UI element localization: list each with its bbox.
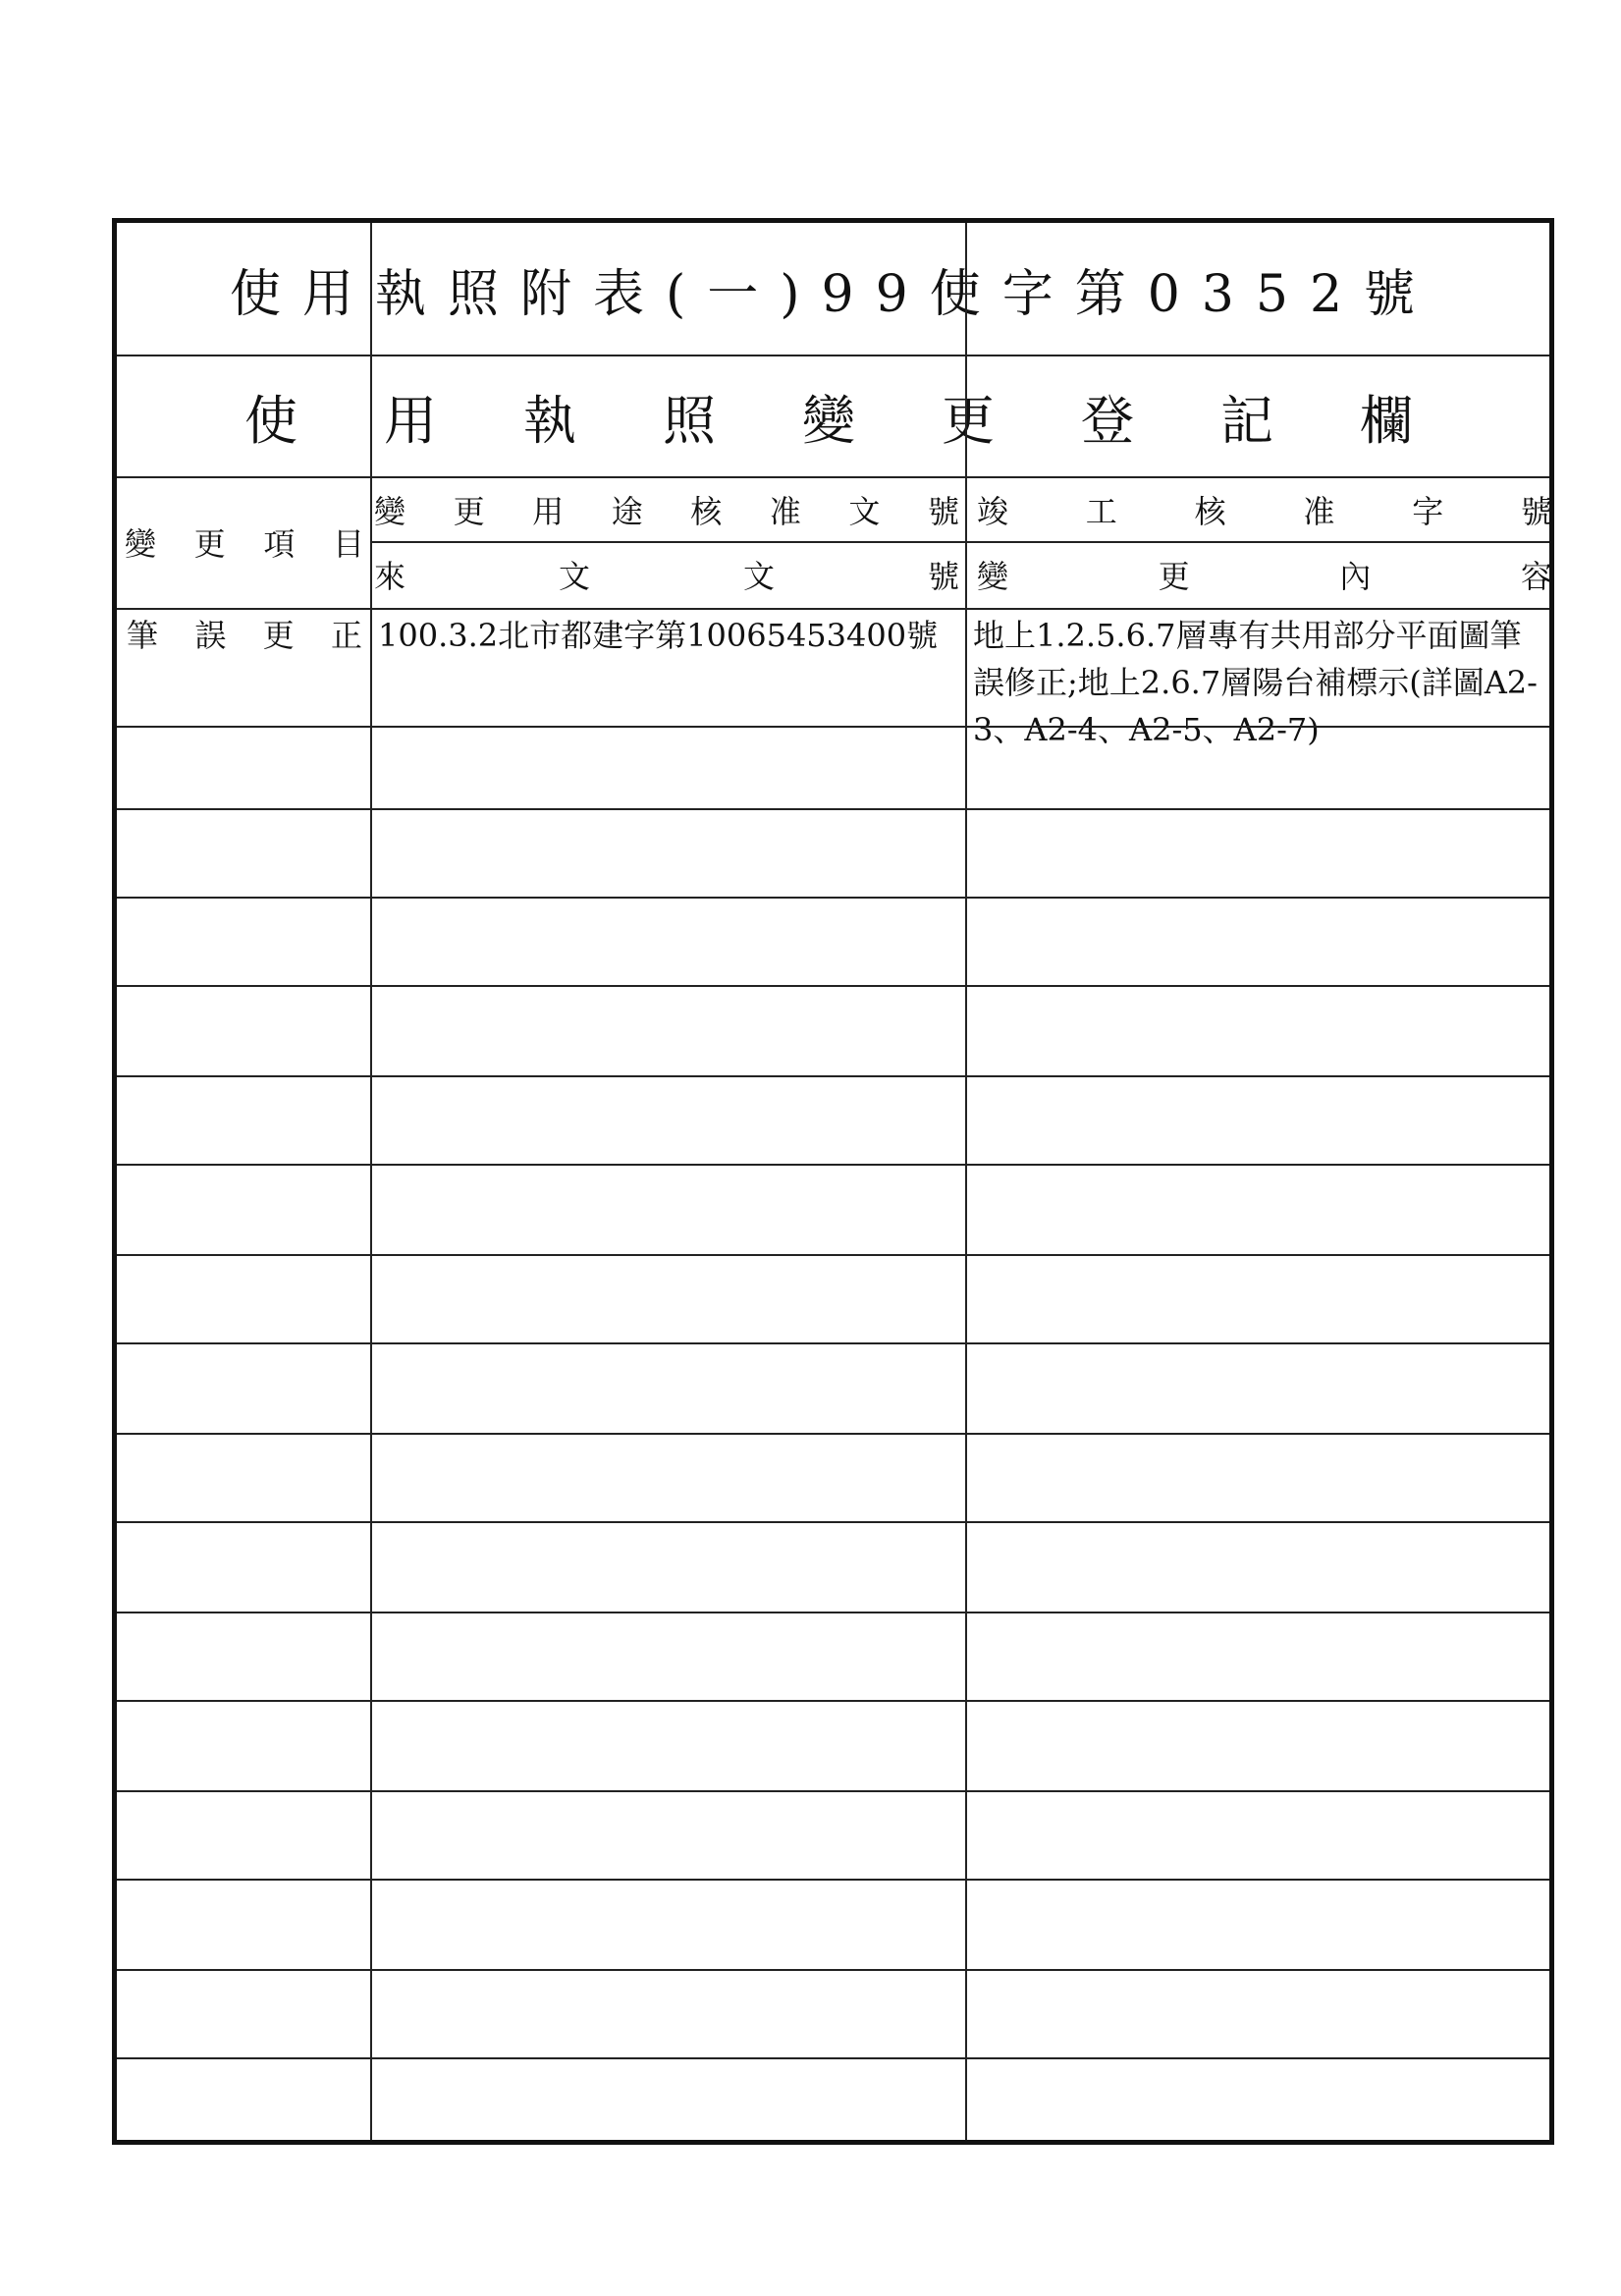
header-approval-char-0: 變 — [374, 493, 406, 530]
form-title — [117, 223, 1549, 355]
row-divider — [117, 726, 1549, 728]
subtitle-char-3: 照 — [663, 389, 716, 452]
row-item-char-3: 正 — [330, 617, 362, 654]
header-item-char-1: 更 — [193, 525, 226, 563]
header-approval-no — [374, 480, 959, 539]
row-item-char-0: 筆 — [127, 617, 159, 654]
subtitle-char-0: 使 — [244, 389, 297, 452]
subtitle-char-1: 用 — [384, 389, 437, 452]
header-approval-char-3: 途 — [611, 493, 643, 530]
header-approval-char-6: 文 — [848, 493, 881, 530]
subtitle-char-2: 執 — [523, 389, 576, 452]
form-title-number: 99使字第0352號 — [821, 264, 1437, 324]
header-content-char-0: 變 — [977, 558, 1009, 595]
header-change-item — [125, 476, 364, 608]
header-completion-char-5: 號 — [1520, 493, 1552, 530]
header-incoming-char-2: 文 — [742, 558, 775, 595]
header-approval-char-2: 用 — [532, 493, 565, 530]
header-approval-char-5: 准 — [769, 493, 801, 530]
header-completion-char-2: 核 — [1194, 493, 1226, 530]
header-content-char-2: 內 — [1339, 558, 1372, 595]
row-item-char-1: 誤 — [194, 617, 227, 654]
header-content-char-3: 容 — [1520, 558, 1552, 595]
header-content-char-1: 更 — [1158, 558, 1190, 595]
header-incoming-char-1: 文 — [558, 558, 590, 595]
subtitle-char-4: 變 — [802, 389, 855, 452]
header-completion-no — [977, 480, 1552, 539]
header-incoming-char-0: 來 — [374, 558, 406, 595]
header-item-char-0: 變 — [125, 525, 157, 563]
subtitle-char-5: 更 — [942, 389, 995, 452]
header-approval-char-4: 核 — [690, 493, 723, 530]
header-completion-char-3: 准 — [1303, 493, 1335, 530]
header-approval-char-1: 更 — [453, 493, 485, 530]
row-change-item — [127, 612, 362, 659]
header-completion-char-1: 工 — [1085, 493, 1117, 530]
row-doc-no: 100.3.2北市都建字第10065453400號 — [378, 617, 939, 654]
header-incoming-char-3: 號 — [927, 558, 959, 595]
divider — [117, 608, 1549, 610]
header-item-char-2: 項 — [263, 525, 296, 563]
header-completion-char-4: 字 — [1412, 493, 1444, 530]
form-frame — [112, 218, 1554, 2145]
row-item-char-2: 更 — [262, 617, 295, 654]
column-divider — [965, 223, 967, 2140]
header-completion-char-0: 竣 — [977, 493, 1009, 530]
header-item-char-3: 目 — [332, 525, 364, 563]
subtitle-char-6: 登 — [1081, 389, 1134, 452]
column-divider — [370, 223, 372, 2140]
row-change-content: 地上1.2.5.6.7層專有共用部分平面圖筆誤修正;地上2.6.7層陽台補標示(詳圖A2-3、A2-4、A2-5、A2-7) — [973, 617, 1538, 748]
subtitle-char-8: 欄 — [1360, 389, 1413, 452]
header-incoming-doc — [374, 543, 959, 606]
subtitle-char-7: 記 — [1220, 389, 1273, 452]
form-subtitle — [244, 356, 1413, 476]
header-change-content — [977, 543, 1552, 606]
form-title-left: 使用執照附表(一) — [229, 264, 822, 324]
header-approval-char-7: 號 — [927, 493, 959, 530]
